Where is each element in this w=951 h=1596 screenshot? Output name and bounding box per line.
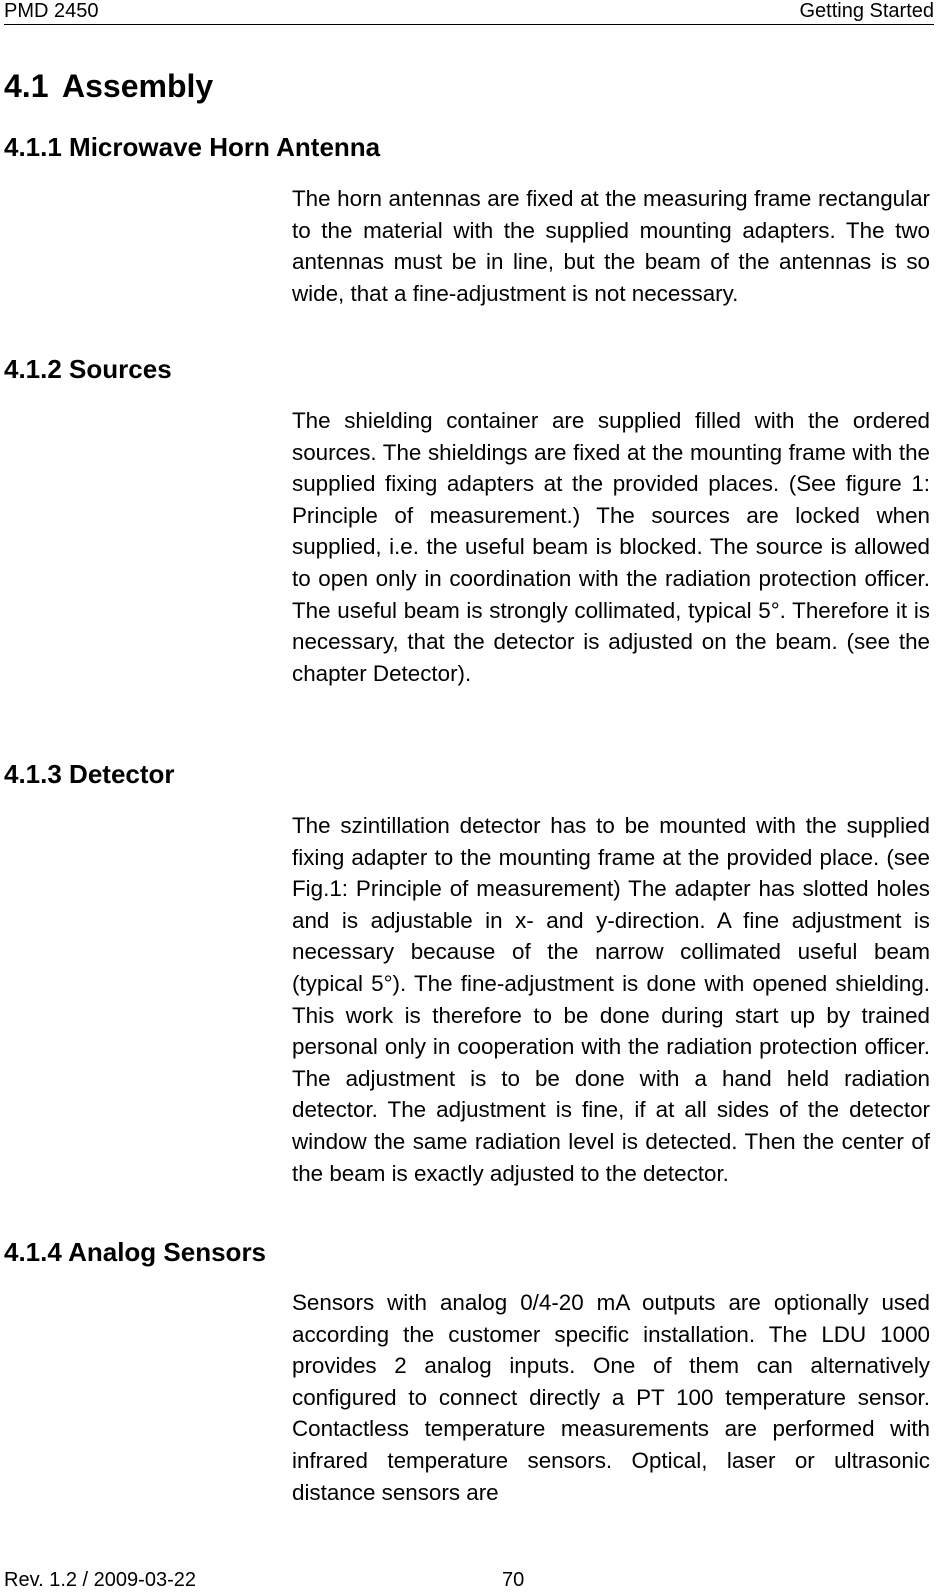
paragraph-analog-sensors: Sensors with analog 0/4-20 mA outputs are optionally used according the customer specific installation. The LDU 1000 provides 2 analog inputs. One of them can alternatively configured to connect directly a PT 100 temperature sensor. Contactless temperature measurements are performed with infrared temperature sensors. Optical, laser or ultrasonic distance sensors are (292, 1290, 930, 1505)
footer-revision: Rev. 1.2 / 2009-03-22 (4, 1569, 196, 1591)
page-footer (4, 1568, 934, 1596)
subsection-heading-detector: 4.1.3 Detector (4, 759, 175, 789)
section-number: 4.1 (4, 68, 49, 104)
paragraph-sources: The shielding container are supplied filled with the ordered sources. The shieldings are fixed at the mounting frame with the supplied fixing adapters at the provided places. (See figure 1: Principle of measurement.) The sources are locked when supplied, i.e. the useful beam is blocked. The source is allowed to open only in coordination with the radiation protection officer. The useful beam is strongly collimated, typical 5°. Therefore it is necessary, that the detector is adjusted on the beam. (see the chapter Detector). (292, 408, 930, 686)
paragraph-detector: The szintillation detector has to be mounted with the supplied fixing adapter to the mounting frame at the provided place. (see Fig.1: Principle of measurement) The adapter has slotted holes and is adjustable in x- and y-direction. A fine adjustment is necessary because of the narrow collimated useful beam (typical 5°). The fine-adjustment is done with opened shielding. This work is therefore to be done during start up by trained personal only in cooperation with the radiation protection officer. The adjustment is to be done with a hand held radiation detector. The adjustment is fine, if at all sides of the detector window the same radiation level is detected. Then the center of the beam is exactly adjusted to the detector. (292, 813, 930, 1186)
footer-page-number: 70 (502, 1569, 525, 1591)
subsection-heading-analog-sensors: 4.1.4 Analog Sensors (4, 1237, 267, 1267)
section-title: Assembly (62, 68, 214, 104)
subsection-heading-sources: 4.1.2 Sources (4, 354, 172, 384)
header-document-id: PMD 2450 (4, 0, 99, 22)
subsection-heading-horn-antenna: 4.1.1 Microwave Horn Antenna (4, 132, 381, 162)
header-chapter-title: Getting Started (799, 0, 934, 22)
paragraph-horn-antenna: The horn antennas are fixed at the measuring frame rectangular to the material with the supplied mounting adapters. The two antennas must be in line, but the beam of the antennas is so wide, that a fine-adjustment is not necessary. (292, 186, 930, 306)
page-header (4, 0, 934, 25)
section-heading (4, 66, 213, 106)
